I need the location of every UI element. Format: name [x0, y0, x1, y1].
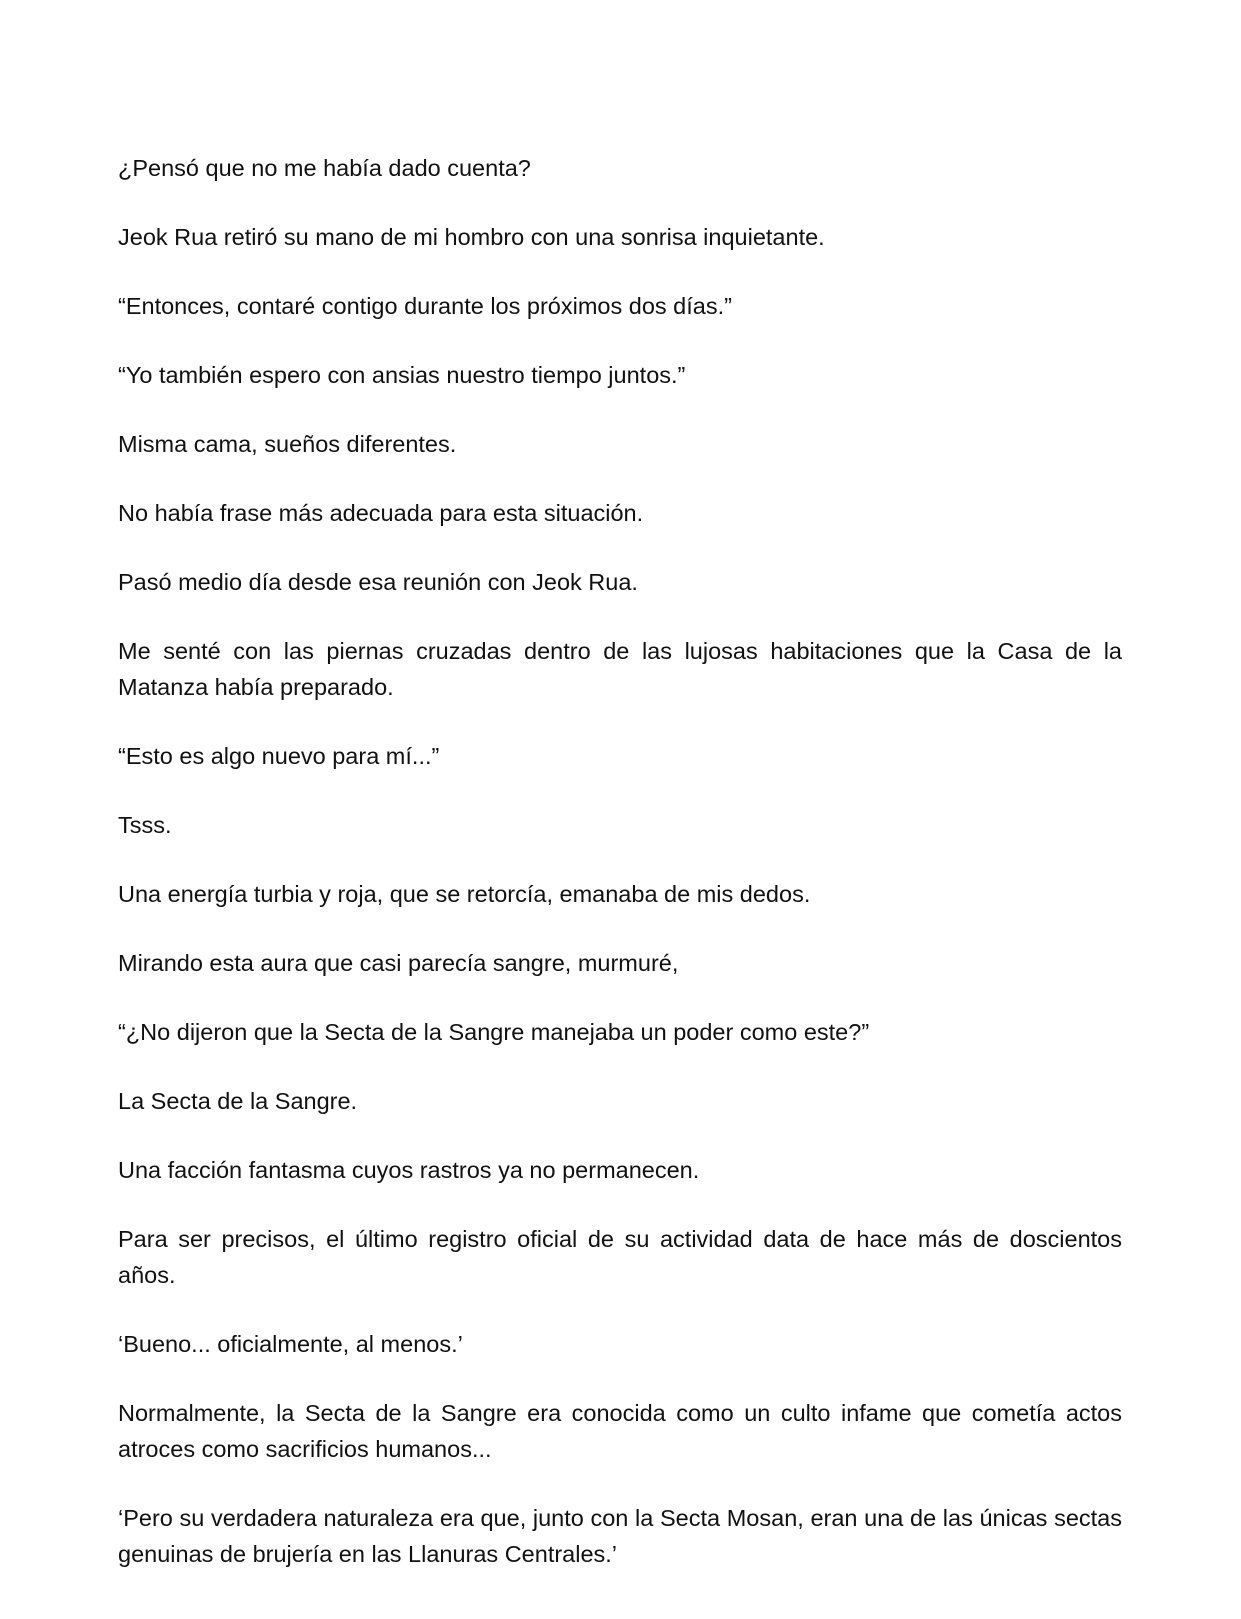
paragraph: ‘Pero su verdadera naturaleza era que, junto con la Secta Mosan, eran una de las únicas sectas genuinas de brujería en las Llanuras Centrales.’ [118, 1505, 1122, 1567]
paragraph: ¿Pensó que no me había dado cuenta? [118, 155, 531, 181]
paragraph: Jeok Rua retiró su mano de mi hombro con una sonrisa inquietante. [118, 224, 825, 250]
paragraph: Normalmente, la Secta de la Sangre era conocida como un culto infame que cometía actos atroces como sacrificios humanos... [118, 1400, 1122, 1462]
paragraph: Una facción fantasma cuyos rastros ya no permanecen. [118, 1157, 700, 1183]
paragraph: Mirando esta aura que casi parecía sangre, murmuré, [118, 950, 679, 976]
paragraph: No había frase más adecuada para esta situación. [118, 500, 644, 526]
paragraph: La Secta de la Sangre. [118, 1088, 358, 1114]
paragraph: Para ser precisos, el último registro oficial de su actividad data de hace más de doscientos años. [118, 1226, 1122, 1288]
paragraph: “¿No dijeron que la Secta de la Sangre manejaba un poder como este?” [118, 1019, 870, 1045]
paragraph: “Entonces, contaré contigo durante los próximos dos días.” [118, 293, 732, 319]
document-body [118, 150, 1122, 1605]
paragraph: Tsss. [118, 812, 172, 838]
paragraph: ‘Bueno... oficialmente, al menos.’ [118, 1331, 463, 1357]
paragraph: “Esto es algo nuevo para mí...” [118, 743, 440, 769]
paragraph: Una energía turbia y roja, que se retorcía, emanaba de mis dedos. [118, 881, 811, 907]
paragraph: “Yo también espero con ansias nuestro tiempo juntos.” [118, 362, 686, 388]
paragraph: Me senté con las piernas cruzadas dentro de las lujosas habitaciones que la Casa de la Matanza había preparado. [118, 638, 1122, 700]
paragraph: Pasó medio día desde esa reunión con Jeok Rua. [118, 569, 638, 595]
paragraph: Misma cama, sueños diferentes. [118, 431, 457, 457]
